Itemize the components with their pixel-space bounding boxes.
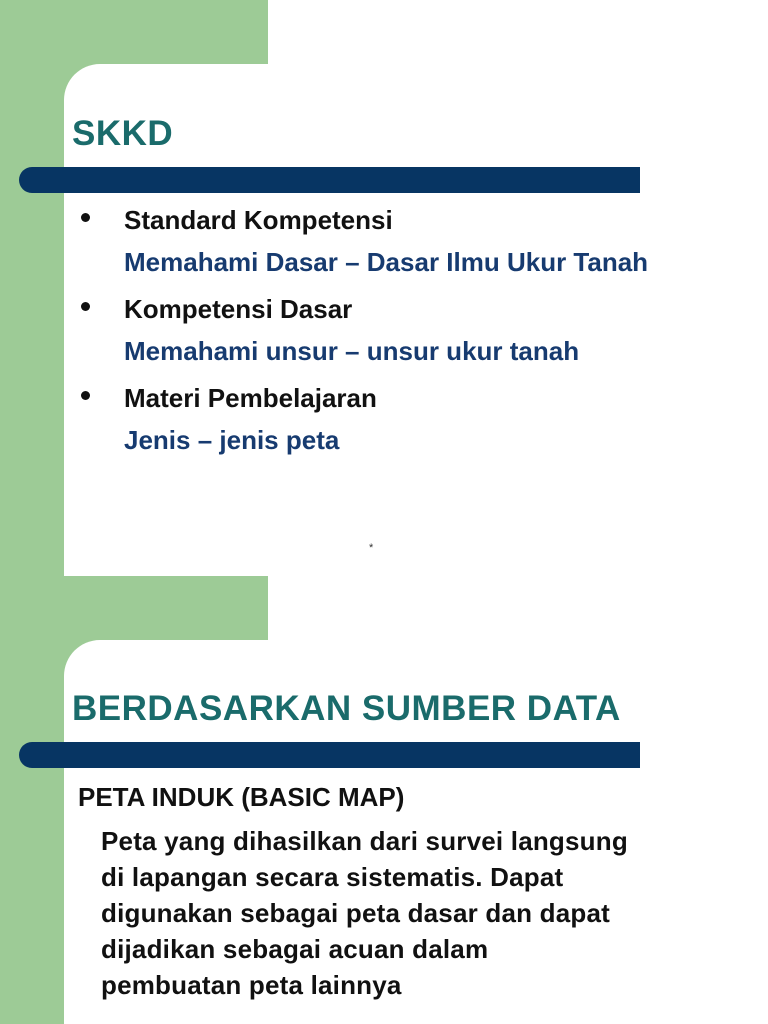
slide-title: SKKD — [72, 114, 174, 153]
slide-sumber-data — [0, 576, 768, 1024]
bullet-label: Standard Kompetensi — [124, 205, 393, 235]
green-side-strip — [0, 576, 64, 1024]
list-item — [78, 378, 648, 462]
body-line: pembuatan peta lainnya — [101, 970, 402, 1000]
body-line: dijadikan sebagai acuan dalam — [101, 934, 489, 964]
bullet-description: Memahami unsur – unsur ukur tanah — [124, 336, 580, 366]
body-line: Peta yang dihasilkan dari survei langsung — [101, 826, 628, 856]
list-item — [78, 289, 648, 373]
body-line: digunakan sebagai peta dasar dan dapat — [101, 898, 610, 928]
body-paragraph — [86, 823, 766, 1003]
bullet-label: Materi Pembelajaran — [124, 383, 377, 413]
bullet-dot-icon — [81, 302, 90, 311]
bullet-label: Kompetensi Dasar — [124, 294, 353, 324]
green-side-strip — [0, 0, 64, 576]
title-underline-bar — [19, 742, 640, 768]
section-subheading: PETA INDUK (BASIC MAP) — [78, 782, 405, 812]
bullet-description: Jenis – jenis peta — [124, 425, 340, 455]
title-underline-bar — [19, 167, 640, 193]
bullet-dot-icon — [81, 213, 90, 222]
bullet-list — [78, 200, 648, 467]
bullet-dot-icon — [81, 391, 90, 400]
body-line: di lapangan secara sistematis. Dapat — [101, 862, 564, 892]
list-item — [78, 200, 648, 284]
footer-mark: * — [369, 542, 374, 554]
slide-title: BERDASARKAN SUMBER DATA — [72, 689, 621, 728]
bullet-description: Memahami Dasar – Dasar Ilmu Ukur Tanah — [124, 247, 649, 277]
